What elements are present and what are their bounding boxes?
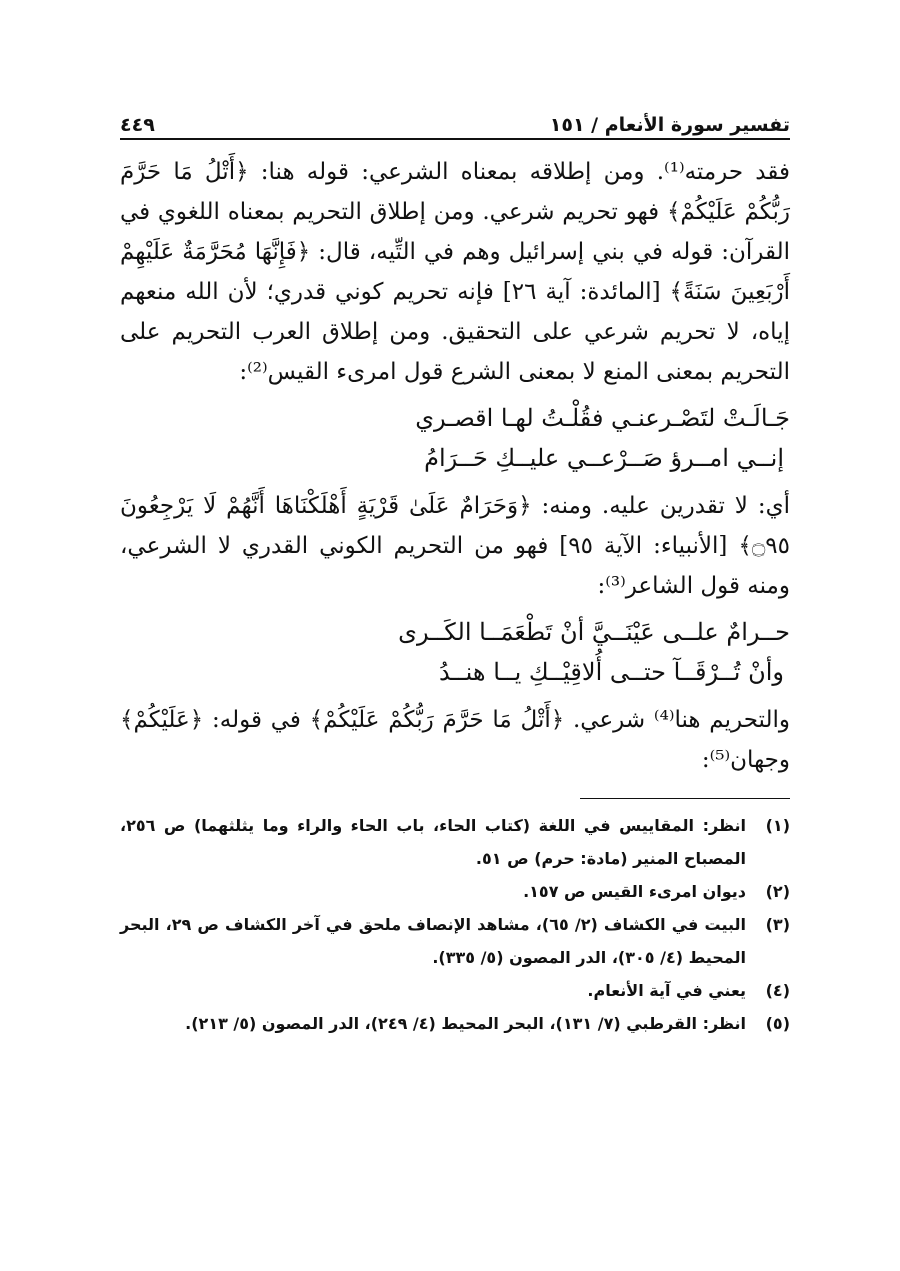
footnote-text: البيت في الكشاف (٢/ ٦٥)، مشاهد الإنصاف ملحق في آخر الكشاف ص ٢٩، البحر المحيط (٤/ ٣٠٥)، الدر المصون (٥/ ٣٣٥). bbox=[120, 915, 747, 967]
footnote-text: انظر: القرطبي (٧/ ١٣١)، البحر المحيط (٤/ ٢٤٩)، الدر المصون (٥/ ٢١٣). bbox=[185, 1014, 746, 1033]
footnote-item bbox=[120, 875, 790, 908]
footnotes bbox=[120, 809, 790, 1040]
poem-verse-1 bbox=[120, 398, 790, 478]
footnote-number: (٥) bbox=[765, 1014, 790, 1033]
poem-verse-2 bbox=[120, 612, 790, 692]
footnote-number: (١) bbox=[765, 816, 790, 835]
footnote-item bbox=[120, 974, 790, 1007]
footnote-number: (٤) bbox=[765, 981, 790, 1000]
paragraph-3: والتحريم هنا⁽⁴⁾ شرعي. ﴿أَتْلُ مَا حَرَّمَ رَبُّكُمْ عَلَيْكُمْ﴾ في قوله: ﴿عَلَيْكُمْ﴾ وجهان⁽⁵⁾: bbox=[120, 707, 790, 773]
footnote-number: (٣) bbox=[765, 915, 790, 934]
paragraph-1: فقد حرمته⁽¹⁾. ومن إطلاقه بمعناه الشرعي: قوله هنا: ﴿أَتْلُ مَا حَرَّمَ رَبُّكُمْ عَلَيْكُمْ﴾ فهو تحريم شرعي. ومن إطلاق التحريم بمعناه اللغوي في القرآن: قوله في بني إسرائيل وهم في التِّيه، قال: ﴿فَإِنَّهَا مُحَرَّمَةٌ عَلَيْهِمْ أَرْبَعِينَ سَنَةً﴾ [المائدة: آية ٢٦] فإنه تحريم كوني قدري؛ لأن الله منعهم إياه، لا تحريم شرعي على التحقيق. ومن إطلاق العرب التحريم على التحريم بمعنى المنع لا بمعنى الشرع قول امرىء القيس⁽²⁾: bbox=[120, 159, 791, 385]
page-number: ٤٤٩ bbox=[120, 114, 155, 136]
verse-2-line-2: وأنْ تُــرْقَــآ حتــى أُلاقِيْــكِ يــا هنــدُ bbox=[439, 658, 784, 686]
footnote-text: ديوان امرىء القيس ص ١٥٧. bbox=[523, 882, 746, 901]
footnote-item bbox=[120, 809, 790, 875]
footnote-text: انظر: المقاييس في اللغة (كتاب الحاء، باب الحاء والراء وما يثلثهما) ص ٢٥٦، المصباح المنير (مادة: حرم) ص ٥١. bbox=[120, 816, 746, 868]
footnote-rule bbox=[580, 798, 790, 799]
verse-1-line-2: إنــي امــرؤ صَــرْعــي عليــكِ حَــرَامُ bbox=[424, 444, 784, 472]
footnote-item bbox=[120, 908, 790, 974]
running-title: تفسير سورة الأنعام / ١٥١ bbox=[549, 114, 790, 136]
footnote-number: (٢) bbox=[765, 882, 790, 901]
running-header bbox=[120, 92, 790, 136]
verse-1-line-1: جَـالَـتْ لتَصْـرعنـي فقُلْـتُ لهـا اقصـري bbox=[415, 404, 790, 432]
paragraph-2: أي: لا تقدرين عليه. ومنه: ﴿وَحَرَامٌ عَلَىٰ قَرْيَةٍ أَهْلَكْنَاهَا أَنَّهُمْ لَا يَرْجِعُونَ ۝٩٥﴾ [الأنبياء: الآية ٩٥] فهو من التحريم الكوني القدري لا الشرعي، ومنه قول الشاعر⁽³⁾: bbox=[120, 493, 790, 599]
footnote-item bbox=[120, 1007, 790, 1040]
verse-2-line-1: حــرامٌ علــى عَيْنَــيَّ أنْ تَطْعَمَــا الكَــرى bbox=[398, 618, 790, 646]
header-rule bbox=[120, 138, 790, 140]
main-text bbox=[120, 152, 790, 780]
footnote-text: يعني في آية الأنعام. bbox=[587, 981, 746, 1000]
book-page bbox=[120, 92, 790, 1040]
